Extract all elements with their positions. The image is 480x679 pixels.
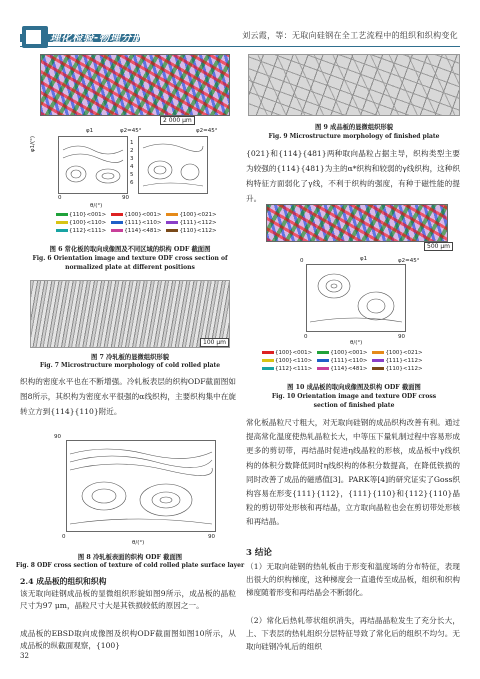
fig10-axis-zero-x: 0	[304, 334, 308, 340]
left-paragraph-1: 织构的密度水平也在不断增强。冷轧板表层的织构ODF截面图如图8所示，其织构为密度水平很强的α线织构，主要织构集中在旋转立方到{114}{110}附近。	[20, 377, 236, 416]
fig6-phi1-axis: φ1/(°)	[30, 135, 36, 152]
fig6-legend-item-1: {110}<001>	[56, 212, 106, 218]
fig10-odf-plot	[306, 264, 406, 332]
fig6-tick-2: 2	[130, 148, 134, 154]
fig6-tick-6: 6	[130, 180, 134, 186]
fig6-legend-item-6: {111}<112>	[166, 220, 216, 226]
fig6-theta-label: θ/(°)	[90, 203, 103, 209]
fig8-odf-plot	[66, 440, 216, 532]
header-rule	[20, 46, 460, 47]
running-title: 刘云霞，等：无取向硅钢在全工艺流程中的组织和织构变化	[242, 31, 458, 40]
fig10-axis-zero: 0	[300, 258, 304, 264]
fig6-phi2-label-b: φ2=45°	[196, 128, 218, 134]
fig8-caption-en: Fig. 8 ODF cross section of texture of cold rolled plate surface layer	[15, 562, 245, 569]
section-3-heading: 3 结论	[246, 548, 272, 558]
fig10-phi2-label: φ2=45°	[398, 258, 420, 264]
fig6-tick-1: 1	[130, 140, 134, 146]
fig6-caption-cn: 图 6 常化板的取向成像图及不同区域的织构 ODF 截面图	[49, 246, 211, 253]
journal-logo	[20, 26, 160, 46]
fig6-legend	[56, 212, 236, 234]
fig6-odf-plot-b	[138, 136, 208, 194]
fig6-tick-5: 5	[130, 172, 134, 178]
left-paragraph-2: 该无取向硅钢成品板的显微组织形貌如图9所示，成品板的晶粒尺寸为97 μm，晶粒尺寸大是其铁损较低的原因之一。	[20, 589, 236, 610]
fig10-legend-item-1: {100}<001>	[262, 350, 312, 356]
fig10-legend-item-9: {110}<112>	[372, 366, 422, 372]
fig6-legend-item-3: {100}<021>	[166, 212, 216, 218]
fig10-theta-label: θ/(°)	[350, 340, 363, 346]
fig6-tick-3: 3	[130, 156, 134, 162]
fig10-caption-en-1: Fig. 10 Orientation image and texture ODF cross	[271, 393, 437, 400]
fig10-axis-ninety-x: 90	[398, 334, 405, 340]
fig10-legend-item-5: {111}<110>	[317, 358, 367, 364]
fig8-axis-ninety-x: 90	[208, 534, 215, 540]
fig10-caption-en-2: section of finished plate	[313, 402, 395, 409]
section-2-4-heading: 2.4 成品板的组织和织构	[20, 577, 107, 586]
fig6-legend-item-8: {114}<481>	[111, 228, 161, 234]
fig6-legend-item-4: {100}<110>	[56, 220, 106, 226]
fig6-phi1-label: φ1	[86, 128, 94, 134]
fig6-legend-item-5: {111}<110>	[111, 220, 161, 226]
fig10-legend-item-7: {112}<111>	[262, 366, 312, 372]
fig9-microstructure-image	[248, 54, 460, 116]
fig9-caption-cn: 图 9 成品板的显微组织形貌	[314, 124, 394, 131]
fig10-legend-item-3: {100}<021>	[372, 350, 422, 356]
fig9-caption-en: Fig. 9 Microstructure morphology of finished plate	[268, 133, 440, 140]
fig10-legend-item-4: {100}<110>	[262, 358, 312, 364]
right-paragraph-1: {021}和{114}{481}两种取向晶粒占据主导，织构类型主要为较强的{114}{481}为主的α*织构和较弱的γ线织构，这种织构特征方面弱化了γ线，不利于织构的强度，有种于磁性能的提升。	[246, 149, 460, 203]
fig8-caption-cn: 图 8 冷轧板表面的织构 ODF 截面图	[77, 554, 183, 561]
fig10-scale-bar: 500 μm	[424, 242, 453, 251]
fig6-caption-en: Fig. 6 Orientation image and texture ODF cross section of normalized plate at different positions	[32, 255, 228, 271]
fig10-legend	[262, 350, 458, 372]
right-paragraph-3: （1）无取向硅钢的热轧板由于形变和温度场的分布特征，表现出很大的织构梯度，这种梯度会一直遗传至成品板，组织和织构梯度随着形变和再结晶会不断弱化。	[246, 562, 460, 597]
page-number: 32	[20, 652, 29, 660]
fig10-legend-item-6: {111}<112>	[372, 358, 422, 364]
fig6-scale-bar: 2 000 μm	[160, 116, 195, 125]
fig10-legend-item-2: {100}<001>	[317, 350, 367, 356]
fig6-phi2-label-a: φ2=45°	[120, 128, 142, 134]
left-paragraph-3: 成品板的EBSD取向成像图及织构ODF截面图如图10所示，从成品板的纵截面观察，{100}	[20, 629, 236, 650]
fig6-legend-item-9: {110}<112>	[166, 228, 216, 234]
right-paragraph-2: 常化板晶粒尺寸粗大，对无取向硅钢的成品织构改善有利。通过提高常化温度使热轧晶粒长大，中等压下量轧制过程中容易形成更多的剪切带，再结晶时促进η线晶粒的形核，成品板中γ线织构的体积分数降低同时η线织构的体积分数提高，在降低铁损的同时改善了成品的磁感值[3]。PARK等[4]的研究证实了Goss织构容易在形变{111}{112}，{111}{110}和{112}{110}晶粒的剪切带处形核和再结晶，立方取向晶粒也会在剪切带处形核和再结晶。	[246, 418, 460, 527]
fig6-tick-4: 4	[130, 164, 134, 170]
fig8-axis-zero: 0	[62, 534, 66, 540]
right-paragraph-4: （2）常化后热轧带状组织消失，再结晶晶粒发生了充分长大，上、下表层的热轧组织分层特征导致了常化后的组织不均匀。无取向硅钢冷轧后的组织	[246, 616, 460, 651]
journal-logo-text: 理化检验-物理分册	[50, 32, 143, 44]
fig8-axis-ninety: 90	[54, 434, 61, 440]
fig6-axis-zero: 0	[58, 195, 62, 201]
fig6-axis-ninety: 90	[122, 195, 129, 201]
fig8-theta-label: θ/(°)	[132, 540, 145, 546]
fig6-odf-plot-a	[58, 136, 128, 194]
fig6-legend-item-2: {100}<001>	[111, 212, 161, 218]
fig7-scale-bar: 100 μm	[200, 338, 229, 347]
fig7-caption-cn: 图 7 冷轧板的显微组织形貌	[90, 354, 170, 361]
fig6-orientation-image	[40, 54, 230, 116]
fig10-caption-cn: 图 10 成品板的取向成像图及织构 ODF 截面图	[287, 384, 421, 391]
fig7-caption-en: Fig. 7 Microstructure morphology of cold rolled plate	[39, 362, 221, 369]
fig10-phi1-label: φ1	[360, 256, 368, 262]
fig6-legend-item-7: {112}<111>	[56, 228, 106, 234]
fig10-legend-item-8: {114}<481>	[317, 366, 367, 372]
fig10-orientation-image	[266, 204, 448, 242]
